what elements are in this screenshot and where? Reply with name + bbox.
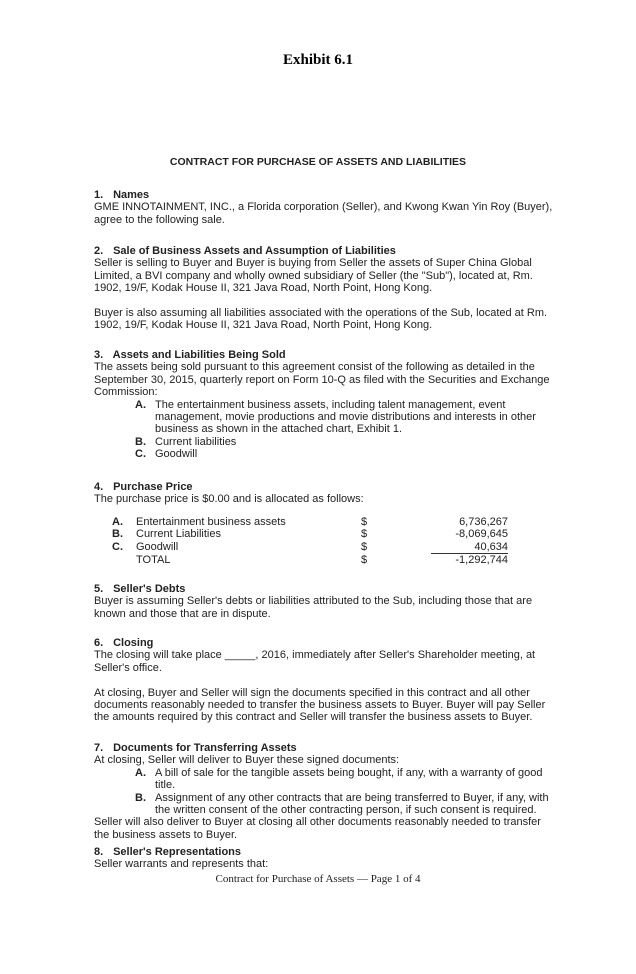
table-row: A. Entertainment business assets $ 6,736,267 [112, 515, 508, 528]
section-assets: 3. Assets and Liabilities Being Sold The assets being sold pursuant to this agreement consist of the following as detailed in the September 30, 2015, quarterly report on Form 10-Q as filed with the Securities and Exchange Commission: A. The entertainment business assets, including talent management, event management, movie productions and movie distributions and interests in other business as shown in the attached chart, Exhibit 1. B. Current liabilities C. Goodwill [94, 349, 554, 461]
table-row: C. Goodwill $ 40,634 [112, 540, 508, 553]
paragraph: The closing will take place _____, 2016, immediately after Seller's Shareholder meeting, at Seller's office. [94, 649, 536, 674]
paragraph: Seller is selling to Buyer and Buyer is buying from Seller the assets of Super China Global Limited, a BVI company and wholly owned subsidiary of Seller (the "Sub"), located at, Rm. 1902, 19/F, Kodak House II, 321 Java Road, North Point, Hong Kong. [94, 257, 533, 295]
section-representations: 8. Seller's Representations Seller warrants and represents that: [94, 846, 554, 871]
paragraph: The purchase price is $0.00 and is allocated as follows: [94, 493, 364, 506]
section-heading: Documents for Transferring Assets [113, 742, 297, 754]
section-heading: Sale of Business Assets and Assumption of Liabilities [113, 245, 396, 257]
section-sale: 2. Sale of Business Assets and Assumption of Liabilities Seller is selling to Buyer and Buyer is buying from Seller the assets of Super China Global Limited, a BVI company and wholly owned subsidiary of Seller (the "Sub"), located at, Rm. 1902, 19/F, Kodak House II, 321 Java Road, North Point, Hong Kong. Buyer is also assuming all liabilities associated with the operations of the Sub, located at Rm. 1902, 19/F, Kodak House II, 321 Java Road, North Point, Hong Kong. [94, 245, 554, 332]
table-row: B. Current Liabilities $ -8,069,645 [112, 528, 508, 541]
section-heading: Purchase Price [113, 481, 193, 493]
paragraph: GME INNOTAINMENT, INC., a Florida corporation (Seller), and Kwong Kwan Yin Roy (Buyer), agree to the following sale. [94, 201, 553, 226]
section-price: 4. Purchase Price The purchase price is $0.00 and is allocated as follows: A. Entertainment business assets $ 6,736,267 B. Current Liabilities $ -8,069,645 C. Goodwill $ 40,634 TOTAL $ -1,292,744 [94, 481, 554, 566]
section-names: 1. Names GME INNOTAINMENT, INC., a Florida corporation (Seller), and Kwong Kwan Yin Roy (Buyer), agree to the following sale. [94, 189, 553, 226]
paragraph: At closing, Seller will deliver to Buyer these signed documents: [94, 754, 400, 767]
price-allocation-table [112, 516, 508, 567]
page-footer: Contract for Purchase of Assets — Page 1 of 4 [215, 873, 421, 885]
exhibit-title: Exhibit 6.1 [282, 52, 354, 68]
paragraph: Seller will also deliver to Buyer at closing all other documents reasonably needed to transfer the business assets to Buyer. [94, 816, 541, 841]
section-heading: Closing [113, 637, 154, 649]
section-debts: 5. Seller's Debts Buyer is assuming Seller's debts or liabilities attributed to the Sub, including those that are known and those that are in dispute. [94, 583, 554, 620]
section-documents: 7. Documents for Transferring Assets At closing, Seller will deliver to Buyer these signed documents: A. A bill of sale for the tangible assets being bought, if any, with a warranty of good title. B. Assignment of any other contracts that are being transferred to Buyer, if any, with the written consent of the other contracting person, if such consent is required. Seller will also deliver to Buyer at closing all other documents reasonably needed to transfer the business assets to Buyer. [94, 742, 554, 841]
section-closing: 6. Closing The closing will take place _____, 2016, immediately after Seller's Shareholder meeting, at Seller's office. At closing, Buyer and Seller will sign the documents specified in this contract and all other documents reasonably needed to transfer the business assets to Buyer. Buyer will pay Seller the amounts required by this contract and Seller will transfer the business assets to Buyer. [94, 637, 554, 724]
paragraph: At closing, Buyer and Seller will sign the documents specified in this contract and all other documents reasonably needed to transfer the business assets to Buyer. Buyer will pay Seller the amounts required by this contract and Seller will transfer the business assets to Buyer. [94, 686, 546, 724]
paragraph: The assets being sold pursuant to this agreement consist of the following as detailed in the September 30, 2015, quarterly report on Form 10-Q as filed with the Securities and Exchange Commission: [94, 361, 550, 399]
section-heading: Seller's Debts [113, 583, 186, 595]
paragraph: Seller warrants and represents that: [94, 858, 269, 871]
section-heading: Assets and Liabilities Being Sold [112, 349, 286, 361]
section-heading: Names [113, 189, 150, 201]
list-item: C. Goodwill [135, 448, 198, 461]
table-row-total: TOTAL $ -1,292,744 [136, 553, 508, 567]
paragraph: Buyer is assuming Seller's debts or liabilities attributed to the Sub, including those that are known and those that are in dispute. [94, 595, 533, 620]
section-heading: Seller's Representations [113, 846, 242, 858]
list-item: B. Current liabilities [135, 435, 237, 448]
list-item: A. The entertainment business assets, including talent management, event management, movie productions and movie distributions and interests in other business as shown in the attached chart, Exhibit 1. [135, 398, 536, 436]
paragraph: Buyer is also assuming all liabilities associated with the operations of the Sub, located at Rm. 1902, 19/F, Kodak House II, 321 Java Road, North Point, Hong Kong. [94, 307, 548, 332]
contract-title: CONTRACT FOR PURCHASE OF ASSETS AND LIABILITIES [169, 156, 467, 168]
list-item: A. A bill of sale for the tangible assets being bought, if any, with a warranty of good title. [135, 766, 543, 792]
list-item: B. Assignment of any other contracts that are being transferred to Buyer, if any, with the written consent of the other contracting person, if such consent is required. [135, 791, 549, 817]
